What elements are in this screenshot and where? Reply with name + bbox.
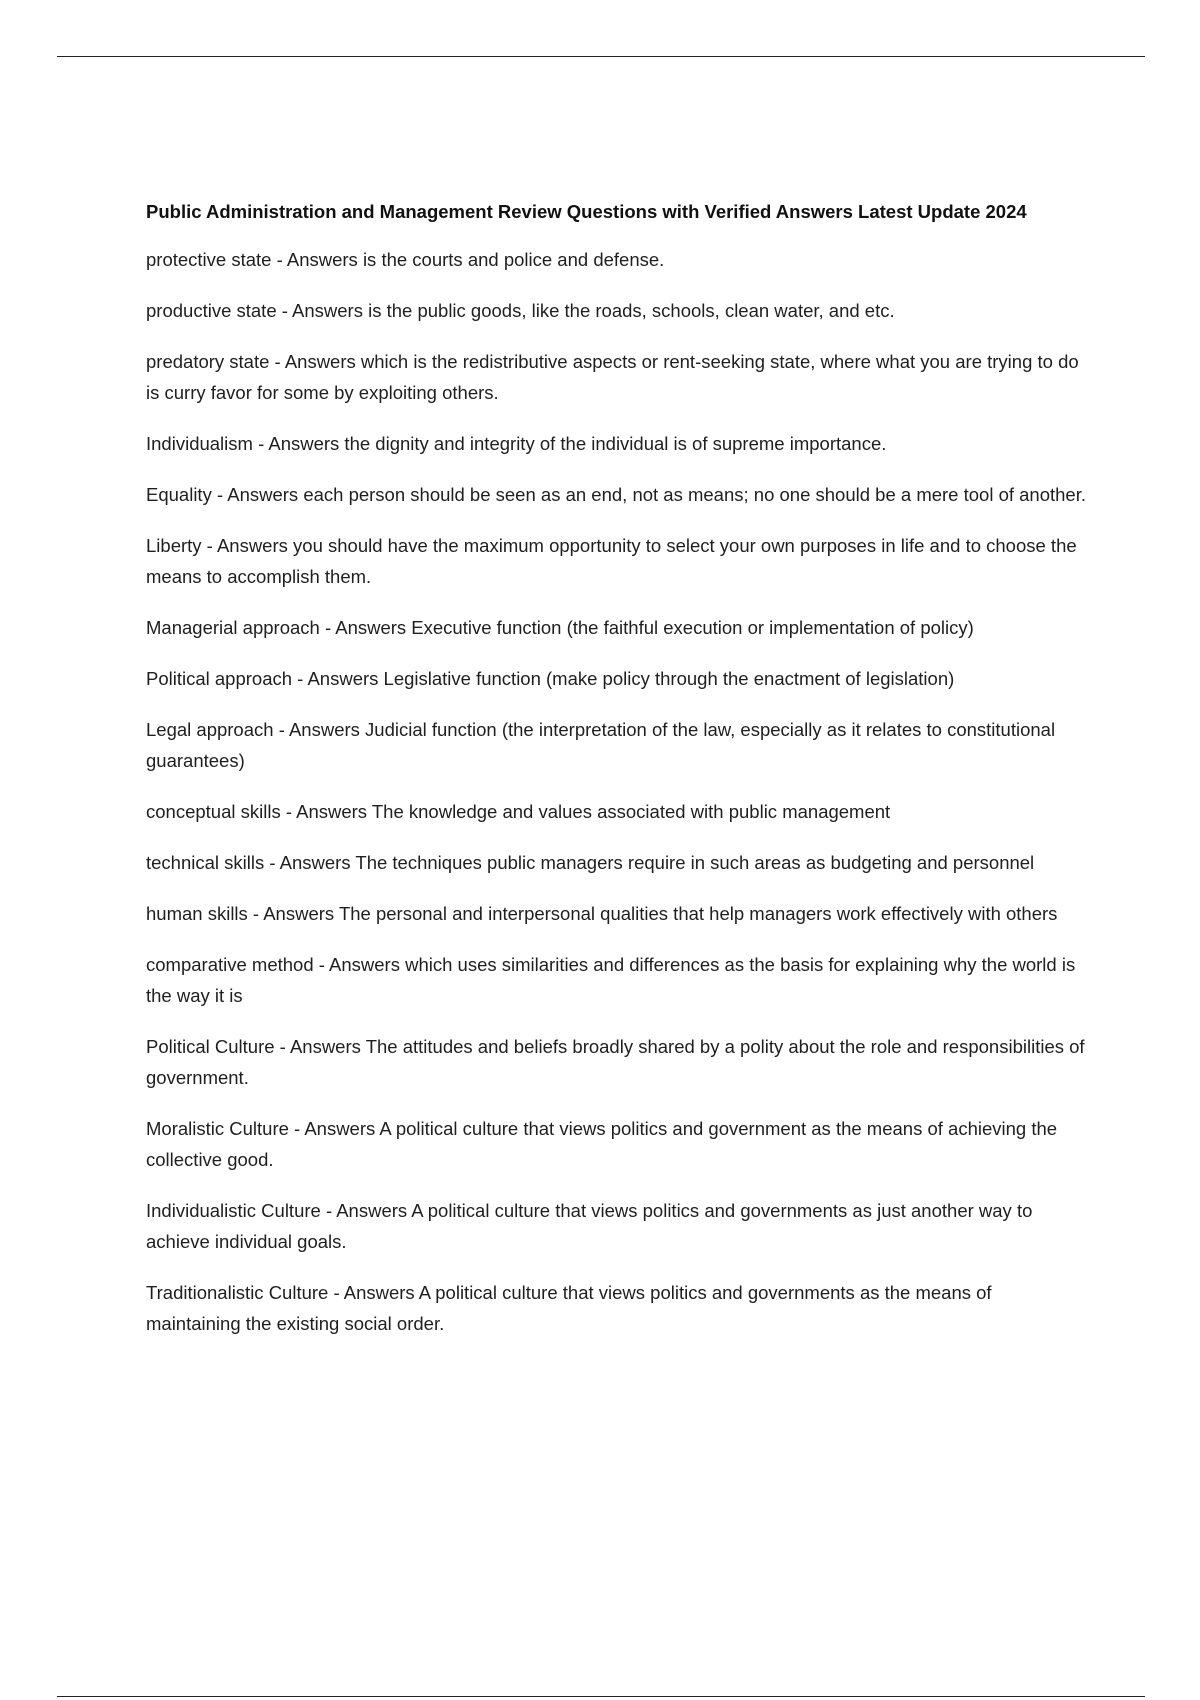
entry-productive-state: productive state - Answers is the public goods, like the roads, schools, clean water, and etc. bbox=[146, 300, 895, 321]
entry-individualistic-culture: Individualistic Culture - Answers A political culture that views politics and governments as just another way to achieve individual goals. bbox=[146, 1200, 1033, 1252]
document-body bbox=[146, 198, 1091, 1359]
entry-predatory-state: predatory state - Answers which is the redistributive aspects or rent-seeking state, where what you are trying to do is curry favor for some by exploiting others. bbox=[146, 351, 1079, 403]
entry-human-skills: human skills - Answers The personal and interpersonal qualities that help managers work effectively with others bbox=[146, 903, 1058, 924]
entry-individualism: Individualism - Answers the dignity and integrity of the individual is of supreme importance. bbox=[146, 433, 887, 454]
entry-moralistic-culture: Moralistic Culture - Answers A political culture that views politics and government as the means of achieving the collective good. bbox=[146, 1118, 1058, 1170]
entry-conceptual-skills: conceptual skills - Answers The knowledge and values associated with public management bbox=[146, 801, 891, 822]
bottom-divider bbox=[57, 1696, 1145, 1697]
entry-liberty: Liberty - Answers you should have the maximum opportunity to select your own purposes in life and to choose the means to accomplish them. bbox=[146, 535, 1077, 587]
entry-equality: Equality - Answers each person should be seen as an end, not as means; no one should be a mere tool of another. bbox=[146, 484, 1087, 505]
document-title: Public Administration and Management Review Questions with Verified Answers Latest Update 2024 bbox=[146, 201, 1027, 222]
entry-political-approach: Political approach - Answers Legislative function (make policy through the enactment of legislation) bbox=[146, 668, 955, 689]
entry-managerial-approach: Managerial approach - Answers Executive function (the faithful execution or implementation of policy) bbox=[146, 617, 974, 638]
entry-traditionalistic-culture: Traditionalistic Culture - Answers A political culture that views politics and governments as the means of maintaining the existing social order. bbox=[146, 1282, 992, 1334]
entry-technical-skills: technical skills - Answers The techniques public managers require in such areas as budgeting and personnel bbox=[146, 852, 1035, 873]
entry-legal-approach: Legal approach - Answers Judicial function (the interpretation of the law, especially as it relates to constitutional guarantees) bbox=[146, 719, 1056, 771]
top-divider bbox=[57, 56, 1145, 57]
entry-protective-state: protective state - Answers is the courts and police and defense. bbox=[146, 249, 665, 270]
entry-political-culture: Political Culture - Answers The attitudes and beliefs broadly shared by a polity about the role and responsibilities of government. bbox=[146, 1036, 1085, 1088]
entry-comparative-method: comparative method - Answers which uses similarities and differences as the basis for explaining why the world is the way it is bbox=[146, 954, 1076, 1006]
